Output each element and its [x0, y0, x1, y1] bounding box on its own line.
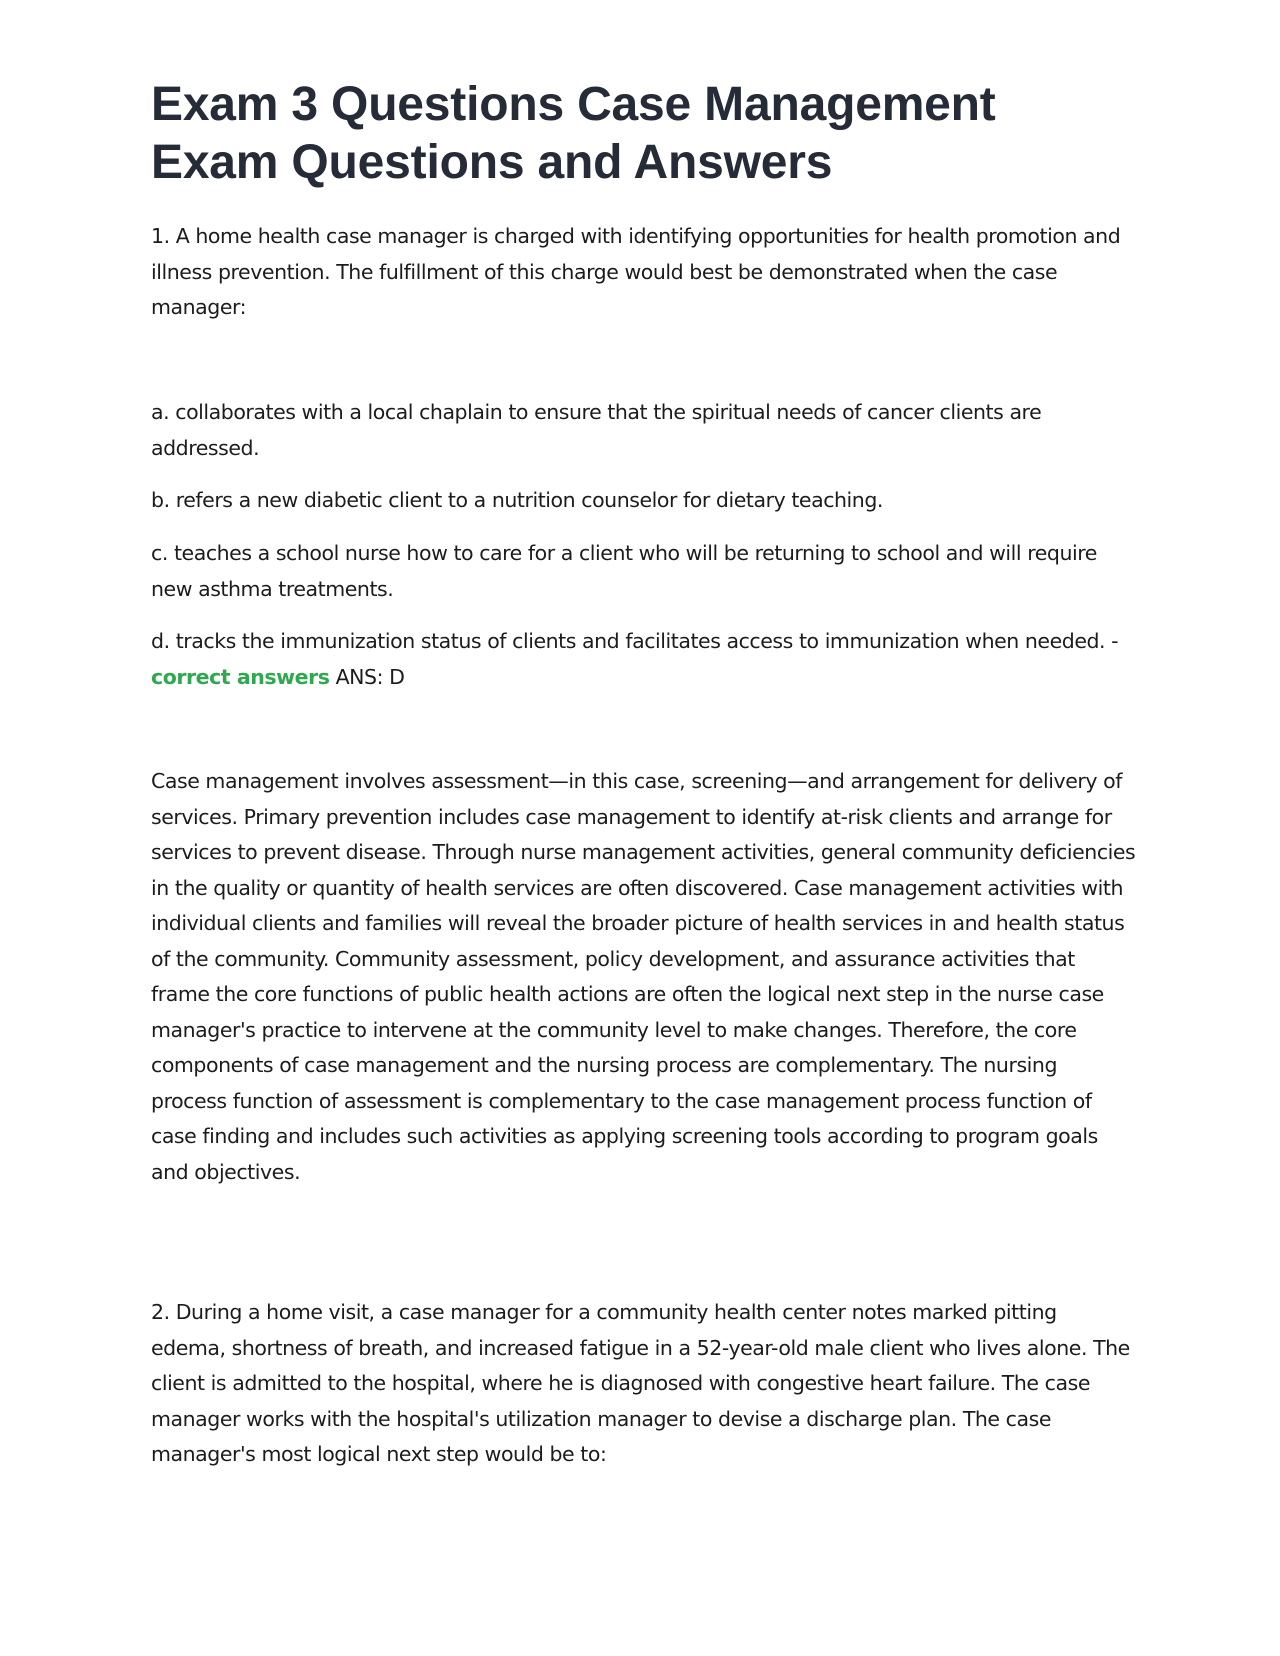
answer-key: ANS: D [335, 664, 405, 689]
question-1-rationale: Case management involves assessment—in this case, screening—and arrangement for delivery of services. Primary prevention includes case management to identify at-risk clients and arrange for services to prevent disease. Through nurse management activities, general community deficiencies in the quality or quantity of health services are often discovered. Case management activities with individual clients and families will reveal the broader picture of health services in and health status of the community. Community assessment, policy development, and assurance activities that frame the core functions of public health actions are often the logical next step in the nurse case manager's practice to intervene at the community level to make changes. Therefore, the core components of case management and the nursing process are complementary. The nursing process function of assessment is complementary to the case management process function of case finding and includes such activities as applying screening tools according to program goals and objectives. [151, 769, 1136, 1184]
question-1-option-a: a. collaborates with a local chaplain to ensure that the spiritual needs of cancer clients are addressed. [151, 400, 1042, 460]
correct-answers-label: correct answers [151, 664, 330, 689]
question-1-option-c: c. teaches a school nurse how to care for a client who will be returning to school and will require new asthma treatments. [151, 541, 1097, 601]
document-title: Exam 3 Questions Case Management Exam Questions and Answers [151, 78, 996, 189]
question-1-option-d [151, 624, 1136, 695]
question-1-stem: 1. A home health case manager is charged with identifying opportunities for health promotion and illness prevention. The fulfillment of this charge would best be demonstrated when the case manager: [151, 224, 1121, 319]
option-d-text: d. tracks the immunization status of clients and facilitates access to immunization when needed. - [151, 629, 1119, 653]
question-1-option-b: b. refers a new diabetic client to a nutrition counselor for dietary teaching. [151, 488, 883, 512]
question-2-stem: 2. During a home visit, a case manager for a community health center notes marked pitting edema, shortness of breath, and increased fatigue in a 52-year-old male client who lives alone. The client is admitted to the hospital, where he is diagnosed with congestive heart failure. The case manager works with the hospital's utilization manager to devise a discharge plan. The case manager's most logical next step would be to: [151, 1300, 1130, 1466]
